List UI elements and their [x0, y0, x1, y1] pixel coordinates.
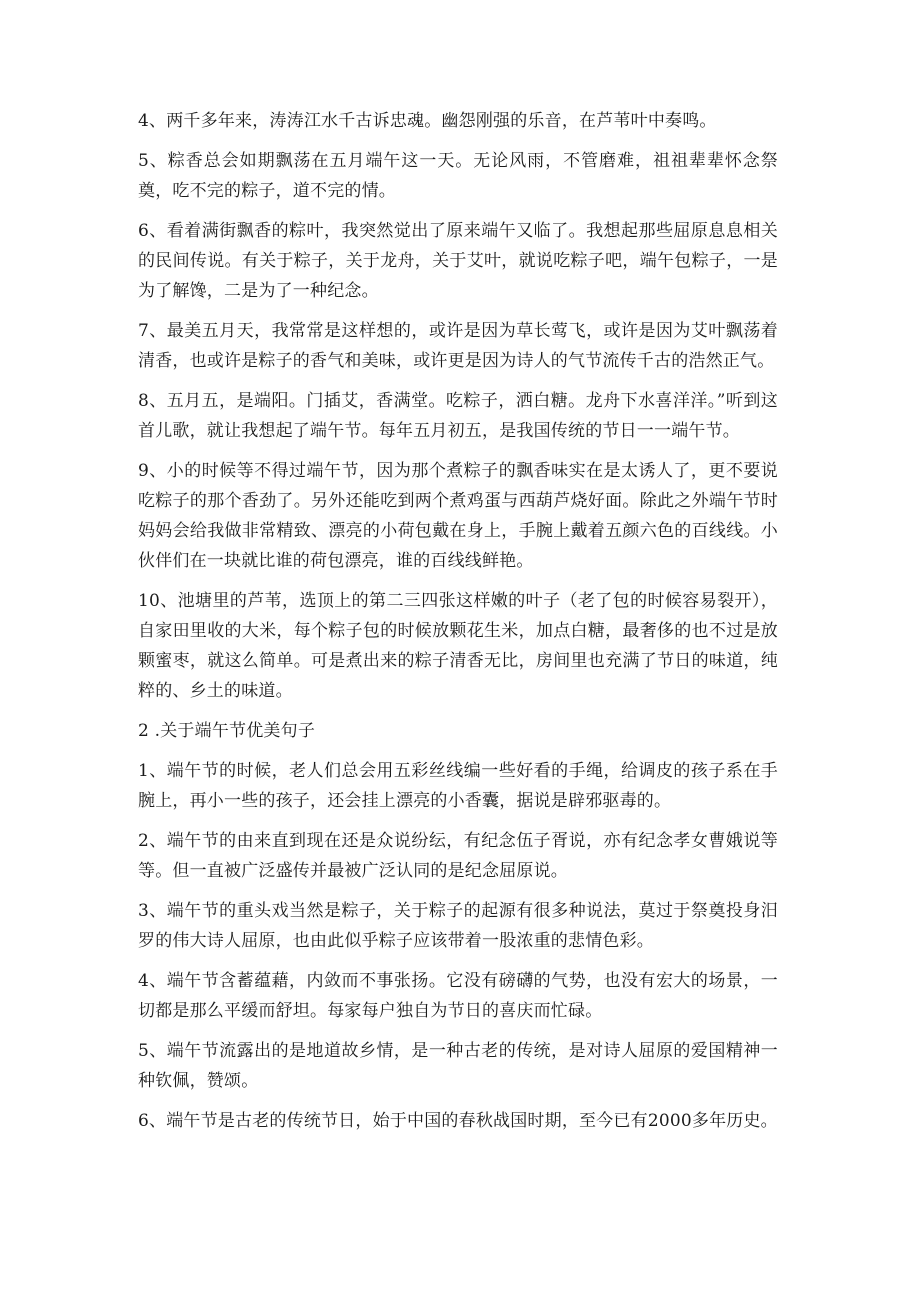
section-heading: 2 .关于端午节优美句子	[138, 721, 316, 741]
paragraph-9: 9、小的时候等不得过端午节，因为那个煮粽子的飘香味实在是太诱人了，更不要说吃粽子的那个香劲了。另外还能吃到两个煮鸡蛋与西葫芦烧好面。除此之外端午节时妈妈会给我做非常精致、漂亮的小荷包戴在身上，手腕上戴着五颜六色的百线线。小伙伴们在一块就比谁的荷包漂亮，谁的百线线鲜艳。	[138, 461, 778, 571]
sentence-2: 2、端午节的由来直到现在还是众说纷纭，有纪念伍子胥说，亦有纪念孝女曹娥说等等。但一直被广泛盛传并最被广泛认同的是纪念屈原说。	[138, 831, 778, 881]
sentence-3: 3、端午节的重头戏当然是粽子，关于粽子的起源有很多种说法，莫过于祭奠投身汨罗的伟大诗人屈原，也由此似乎粽子应该带着一股浓重的悲情色彩。	[138, 901, 778, 951]
sentence-4: 4、端午节含蓄蕴藉，内敛而不事张扬。它没有磅礴的气势，也没有宏大的场景，一切都是那么平缓而舒坦。每家每户独自为节日的喜庆而忙碌。	[138, 971, 778, 1021]
paragraph-6: 6、看着满街飘香的粽叶，我突然觉出了原来端午又临了。我想起那些屈原息息相关的民间传说。有关于粽子，关于龙舟，关于艾叶，就说吃粽子吧，端午包粽子，一是为了解馋，二是为了一种纪念。	[138, 221, 778, 301]
document-body	[138, 106, 778, 1146]
paragraph-7: 7、最美五月天，我常常是这样想的，或许是因为草长莺飞，或许是因为艾叶飘荡着清香，也或许是粽子的香气和美味，或许更是因为诗人的气节流传千古的浩然正气。	[138, 321, 778, 371]
paragraph-5: 5、粽香总会如期飘荡在五月端午这一天。无论风雨，不管磨难，祖祖辈辈怀念祭奠，吃不完的粽子，道不完的情。	[138, 151, 778, 201]
sentence-1: 1、端午节的时候，老人们总会用五彩丝线编一些好看的手绳，给调皮的孩子系在手腕上，再小一些的孩子，还会挂上漂亮的小香囊，据说是辟邪驱毒的。	[138, 761, 778, 811]
paragraph-4: 4、两千多年来，涛涛江水千古诉忠魂。幽怨刚强的乐音，在芦苇叶中奏鸣。	[138, 111, 717, 131]
paragraph-10: 10、池塘里的芦苇，选顶上的第二三四张这样嫩的叶子（老了包的时候容易裂开），自家田里收的大米，每个粽子包的时候放颗花生米，加点白糖，最奢侈的也不过是放颗蜜枣，就这么简单。可是煮出来的粽子清香无比，房间里也充满了节日的味道，纯粹的、乡土的味道。	[138, 591, 778, 701]
paragraph-8: 8、五月五，是端阳。门插艾，香满堂。吃粽子，洒白糖。龙舟下水喜洋洋。”听到这首儿歌，就让我想起了端午节。每年五月初五，是我国传统的节日一一端午节。	[138, 391, 778, 441]
sentence-6: 6、端午节是古老的传统节日，始于中国的春秋战国时期，至今已有2000多年历史。	[138, 1111, 778, 1131]
sentence-5: 5、端午节流露出的是地道故乡情，是一种古老的传统，是对诗人屈原的爱国精神一种钦佩，赞颂。	[138, 1041, 778, 1091]
